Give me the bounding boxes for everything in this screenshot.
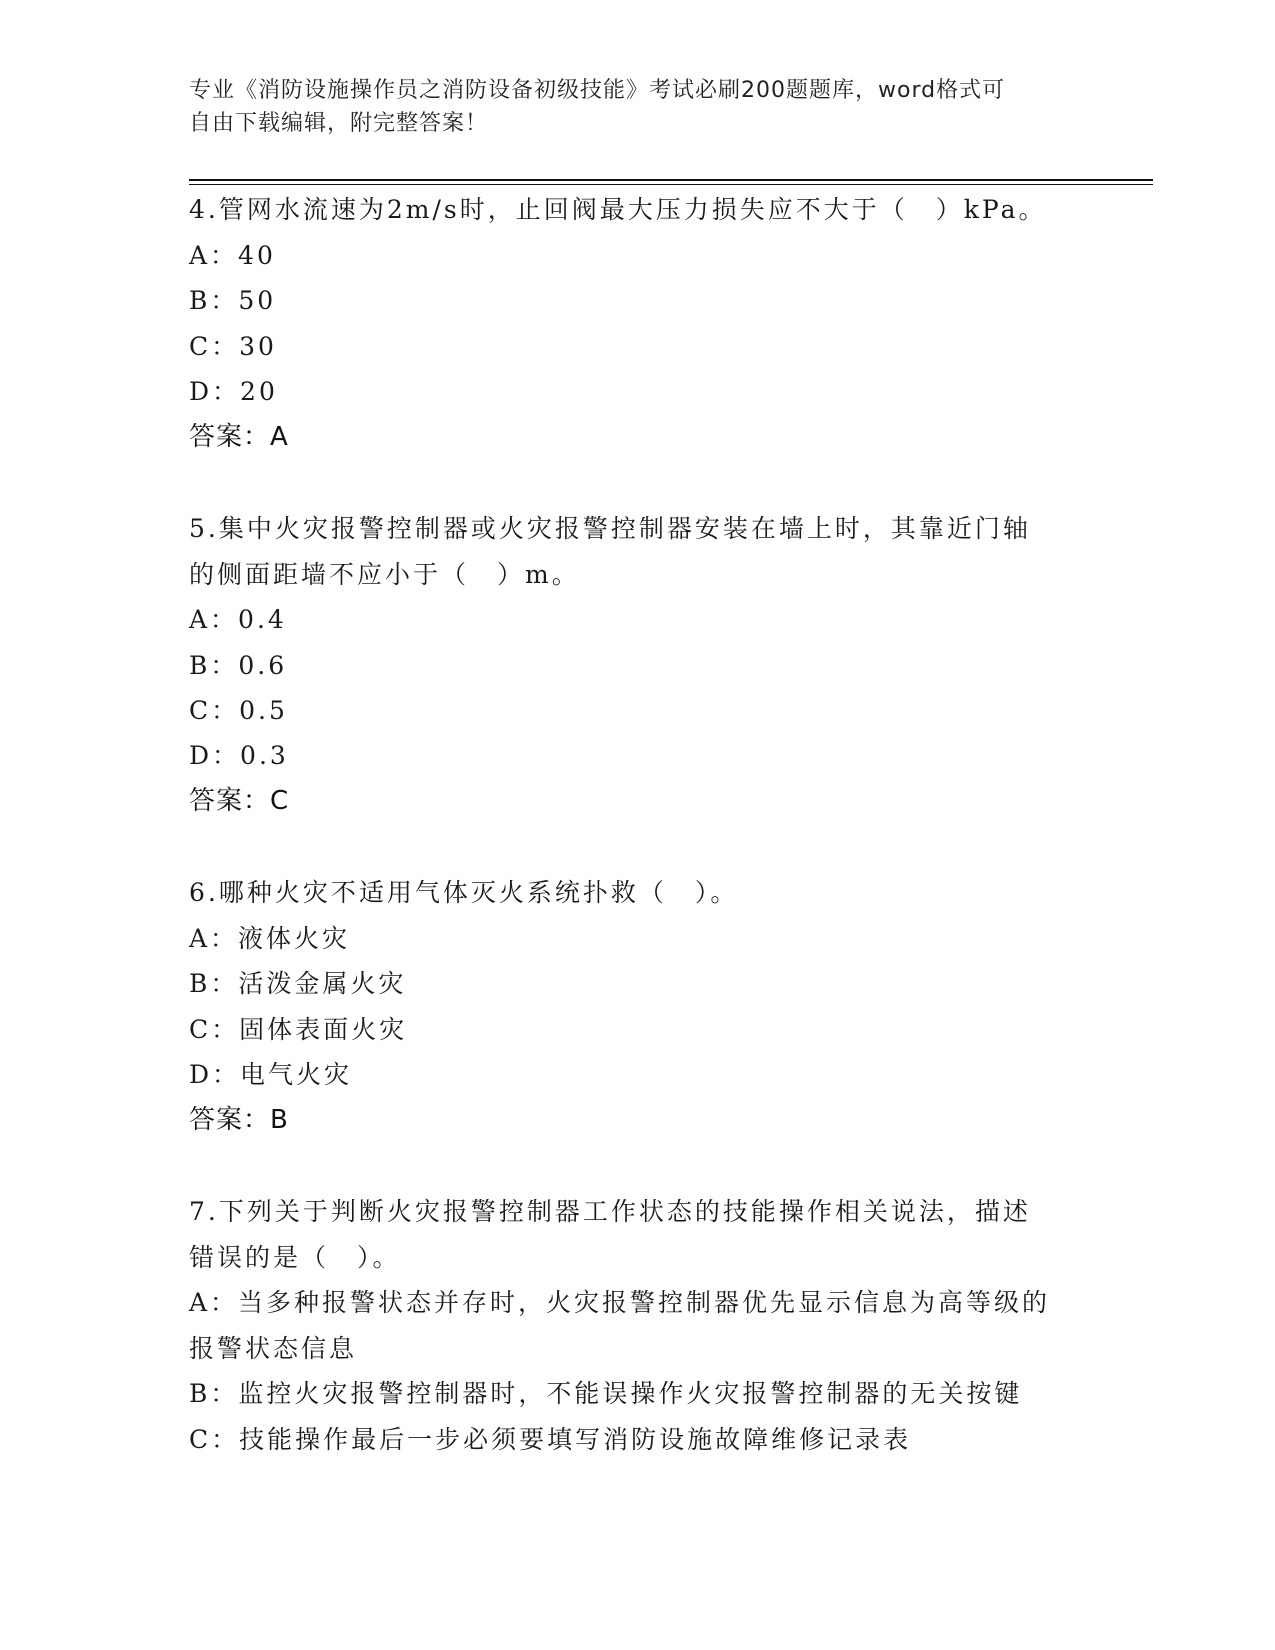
question-7-option-a-line-2: 报警状态信息	[189, 1334, 358, 1363]
question-4-answer: 答案：A	[189, 422, 289, 452]
question-5-answer: 答案：C	[189, 786, 290, 816]
question-6-option-b: B：活泼金属火灾	[189, 969, 407, 998]
question-7-option-b: B：监控火灾报警控制器时，不能误操作火灾报警控制器的无关按键	[189, 1379, 1023, 1408]
question-5-option-b: B：0.6	[189, 651, 288, 680]
header-divider-thin	[189, 184, 1153, 185]
question-7-stem-line-2: 错误的是（ ）。	[189, 1243, 401, 1272]
question-5-stem-line-2: 的侧面距墙不应小于（ ）m。	[189, 560, 580, 589]
question-4-option-b: B：50	[189, 286, 277, 315]
question-6-option-a: A：液体火灾	[189, 924, 351, 953]
question-7-option-a-line-1: A：当多种报警状态并存时，火灾报警控制器优先显示信息为高等级的	[189, 1288, 1051, 1317]
header-divider-thick	[189, 179, 1153, 181]
document-header	[189, 74, 1089, 140]
question-4-option-c: C：30	[189, 332, 277, 361]
question-4-option-d: D：20	[189, 377, 278, 406]
question-5-option-c: C：0.5	[189, 696, 288, 725]
question-4-option-a: A：40	[189, 241, 276, 270]
question-5-stem-line-1: 5.集中火灾报警控制器或火灾报警控制器安装在墙上时，其靠近门轴	[189, 514, 1031, 543]
question-7-option-c: C：技能操作最后一步必须要填写消防设施故障维修记录表	[189, 1425, 912, 1454]
question-7-stem-line-1: 7.下列关于判断火灾报警控制器工作状态的技能操作相关说法，描述	[189, 1197, 1031, 1226]
header-line-1: 专业《消防设施操作员之消防设备初级技能》考试必刷200题题库，word格式可	[189, 78, 1006, 103]
question-5-option-d: D：0.3	[189, 741, 289, 770]
header-line-2: 自由下载编辑，附完整答案！	[189, 111, 489, 136]
question-6-stem: 6.哪种火灾不适用气体灭火系统扑救（ ）。	[189, 878, 739, 907]
question-6-option-d: D：电气火灾	[189, 1060, 353, 1089]
question-6-option-c: C：固体表面火灾	[189, 1015, 408, 1044]
question-4-stem: 4.管网水流速为2m/s时，止回阀最大压力损失应不大于（ ）kPa。	[189, 195, 1047, 224]
question-5-option-a: A：0.4	[189, 605, 287, 634]
question-6-answer: 答案：B	[189, 1105, 289, 1135]
